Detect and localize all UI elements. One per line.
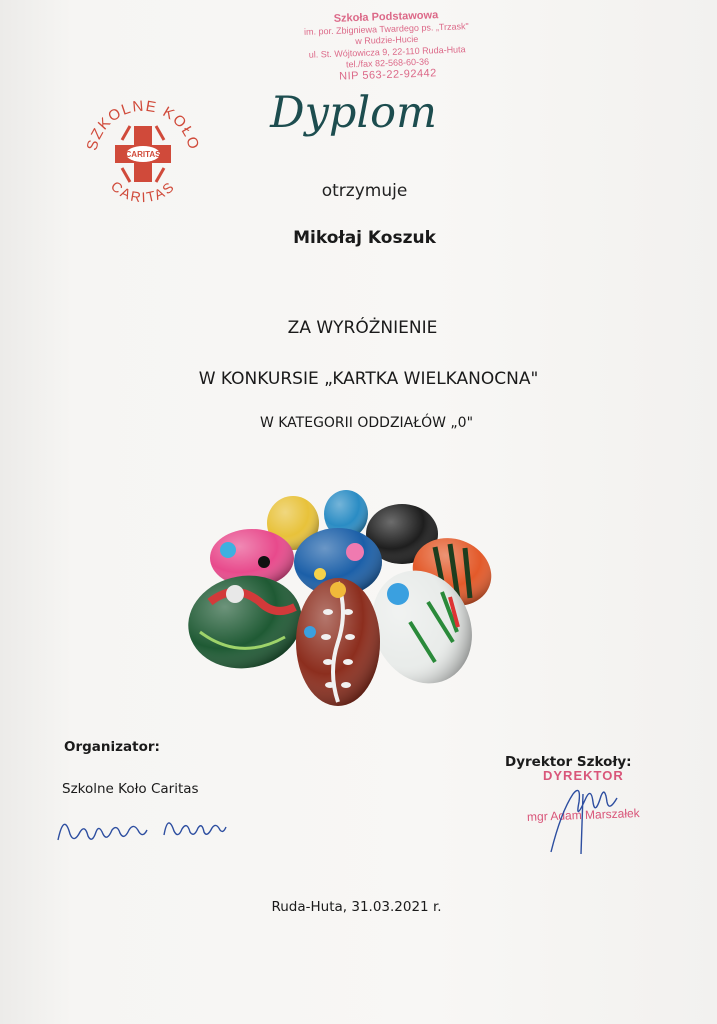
school-stamp: [281, 8, 493, 84]
organizer-label: Organizator:: [64, 739, 160, 755]
svg-text:SZKOLNE KOŁO: SZKOLNE KOŁO: [83, 97, 203, 153]
award-line-2: W KONKURSIE „KARTKA WIELKANOCNA": [198, 369, 539, 389]
recipient-name: Mikołaj Koszuk: [293, 228, 436, 248]
director-label: Dyrektor Szkoły:: [505, 754, 632, 770]
award-category: W KATEGORII ODDZIAŁÓW „0": [259, 415, 474, 431]
easter-eggs-icon: [180, 482, 500, 722]
organizer-name: Szkolne Koło Caritas: [62, 781, 199, 797]
place-and-date: Ruda-Huta, 31.03.2021 r.: [271, 899, 442, 915]
director-signature-icon: [543, 774, 633, 858]
director-stamp-title: DYREKTOR: [543, 768, 624, 783]
receives-label: otrzymuje: [321, 181, 408, 201]
stamp-place: w Rudzie-Hucie: [355, 33, 419, 47]
svg-text:CARITAS: CARITAS: [125, 150, 161, 159]
stamp-phone: tel./fax 82-568-60-36: [345, 56, 430, 70]
diploma-title: Dyplom: [270, 88, 437, 138]
stamp-school-name: Szkoła Podstawowa: [333, 9, 439, 25]
director-stamp: [515, 768, 685, 858]
svg-text:CARITAS: CARITAS: [107, 177, 178, 206]
organizer-signature-icon: [52, 805, 252, 850]
award-line-1: ZA WYRÓŻNIENIE: [287, 318, 438, 338]
stamp-address: ul. St. Wójtowicza 9, 22-110 Ruda-Huta: [308, 43, 466, 60]
stamp-nip: NIP 563-22-92442: [338, 66, 438, 83]
stamp-patron: im. por. Zbigniewa Twardego ps. „Trzask": [303, 20, 469, 37]
director-stamp-name: mgr Adam Marszałek: [526, 806, 640, 824]
